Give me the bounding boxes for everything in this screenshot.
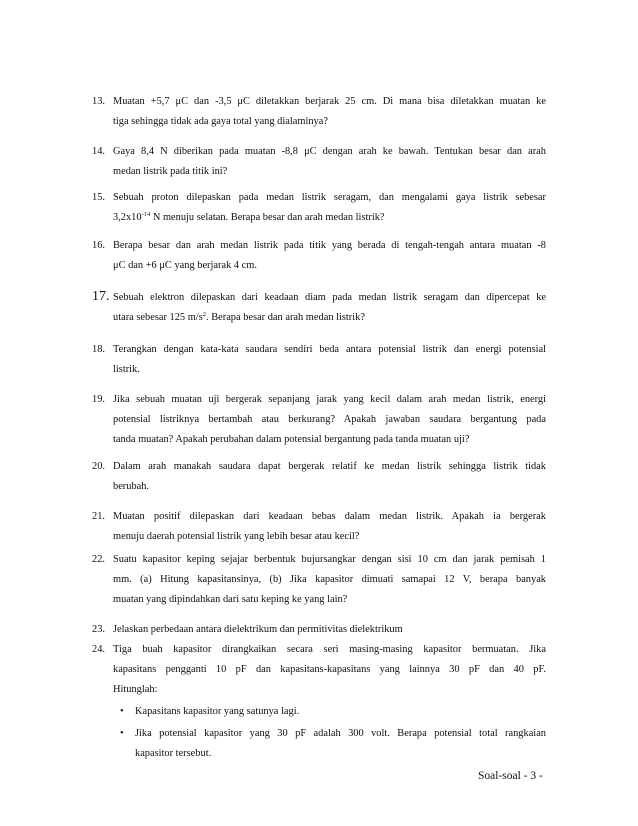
question-number: 14. bbox=[92, 146, 105, 157]
question-text-line: listrik. bbox=[113, 364, 140, 375]
question-17 bbox=[92, 288, 546, 328]
question-13 bbox=[92, 92, 546, 132]
question-text-line: Jika sebuah muatan uji bergerak sepanjang jarak yang kecil dalam arah medan listrik, energi bbox=[113, 394, 546, 405]
question-number: 13. bbox=[92, 96, 105, 107]
question-text-line: menuju daerah potensial listrik yang lebih besar atau kecil? bbox=[113, 531, 360, 542]
question-text-line: Tiga buah kapasitor dirangkaikan secara seri masing-masing kapasitor bermuatan. Jika bbox=[113, 644, 546, 655]
superscript: -14 bbox=[141, 211, 151, 218]
question-text-line: tiga sehingga tidak ada gaya total yang dialaminya? bbox=[113, 116, 328, 127]
bullet-text-line: Kapasitans kapasitor yang satunya lagi. bbox=[135, 706, 300, 717]
question-text-line bbox=[113, 208, 546, 228]
question-text-line: Dalam arah manakah saudara dapat bergerak relatif ke medan listrik sehingga listrik tidak bbox=[113, 461, 546, 472]
question-number: 21. bbox=[92, 511, 105, 522]
question-text-line: Muatan +5,7 μC dan -3,5 μC diletakkan berjarak 25 cm. Di mana bisa diletakkan muatan ke bbox=[113, 96, 546, 107]
question-text-line: Muatan positif dilepaskan dari keadaan bebas dalam medan listrik. Apakah ia bergerak bbox=[113, 511, 546, 522]
question-16 bbox=[92, 236, 546, 276]
text-segment: 3,2x10 bbox=[113, 212, 142, 223]
bullet-icon: • bbox=[120, 706, 124, 717]
question-text-line: μC dan +6 μC yang berjarak 4 cm. bbox=[113, 260, 257, 271]
page-footer: Soal-soal - 3 - bbox=[478, 770, 543, 782]
question-21 bbox=[92, 507, 546, 547]
text-segment: utara sebesar 125 m/s bbox=[113, 312, 203, 323]
question-text-line: Sebuah proton dilepaskan pada medan listrik seragam, dan mengalami gaya listrik sebesar bbox=[113, 192, 546, 203]
question-text-line: kapasitans pengganti 10 pF dan kapasitans-kapasitans yang lainnya 30 pF dan 40 pF. bbox=[113, 664, 546, 675]
question-15 bbox=[92, 188, 546, 228]
question-number: 15. bbox=[92, 192, 105, 203]
question-19 bbox=[92, 390, 546, 450]
question-24 bbox=[92, 640, 546, 764]
question-number: 20. bbox=[92, 461, 105, 472]
question-text-line: muatan yang dipindahkan dari satu keping ke yang lain? bbox=[113, 594, 348, 605]
question-text-line: Jelaskan perbedaan antara dielektrikum dan permitivitas dielektrikum bbox=[113, 624, 403, 635]
question-text-line: tanda muatan? Apakah perubahan dalam potensial bergantung pada tanda muatan uji? bbox=[113, 434, 470, 445]
question-18 bbox=[92, 340, 546, 380]
question-number: 24. bbox=[92, 644, 105, 655]
question-14 bbox=[92, 142, 546, 182]
question-number: 23. bbox=[92, 624, 105, 635]
superscript: 2 bbox=[202, 311, 206, 318]
bullet-icon: • bbox=[120, 728, 124, 739]
bullet-item bbox=[120, 702, 546, 722]
question-text-line: potensial listriknya bertambah atau berkurang? Apakah jawaban saudara bergantung pada bbox=[113, 414, 546, 425]
question-text-line: Berapa besar dan arah medan listrik pada titik yang berada di tengah-tengah antara muatan -8 bbox=[113, 240, 546, 251]
question-text-line: medan listrik pada titik ini? bbox=[113, 166, 228, 177]
question-number: 22. bbox=[92, 554, 105, 565]
question-text-line: Suatu kapasitor keping sejajar berbentuk bujursangkar dengan sisi 10 cm dan jarak pemisah 1 bbox=[113, 554, 546, 565]
question-text-line: Hitunglah: bbox=[113, 684, 158, 695]
text-segment: N menuju selatan. Berapa besar dan arah medan listrik? bbox=[150, 212, 385, 223]
bullet-item bbox=[120, 724, 546, 764]
question-text-line: Sebuah elektron dilepaskan dari keadaan diam pada medan listrik seragam dan dipercepat ke bbox=[113, 292, 546, 303]
question-number: 19. bbox=[92, 394, 105, 405]
bullet-text-line: kapasitor tersebut. bbox=[135, 748, 212, 759]
question-text-line: Gaya 8,4 N diberikan pada muatan -8,8 μC dengan arah ke bawah. Tentukan besar dan arah bbox=[113, 146, 546, 157]
question-text-line: berubah. bbox=[113, 481, 150, 492]
question-number: 17. bbox=[92, 289, 110, 304]
question-text-line: Terangkan dengan kata-kata saudara sendiri beda antara potensial listrik dan energi potensial bbox=[113, 344, 546, 355]
question-22 bbox=[92, 550, 546, 610]
question-23 bbox=[92, 620, 546, 640]
question-text-line bbox=[113, 308, 546, 328]
question-text-line: mm. (a) Hitung kapasitansinya, (b) Jika kapasitor dimuati samapai 12 V, berapa banyak bbox=[113, 574, 546, 585]
bullet-text-line: Jika potensial kapasitor yang 30 pF adalah 300 volt. Berapa potensial total rangkaian bbox=[135, 728, 546, 739]
text-segment: . Berapa besar dan arah medan listrik? bbox=[206, 312, 365, 323]
question-number: 16. bbox=[92, 240, 105, 251]
question-20 bbox=[92, 457, 546, 497]
question-number: 18. bbox=[92, 344, 105, 355]
